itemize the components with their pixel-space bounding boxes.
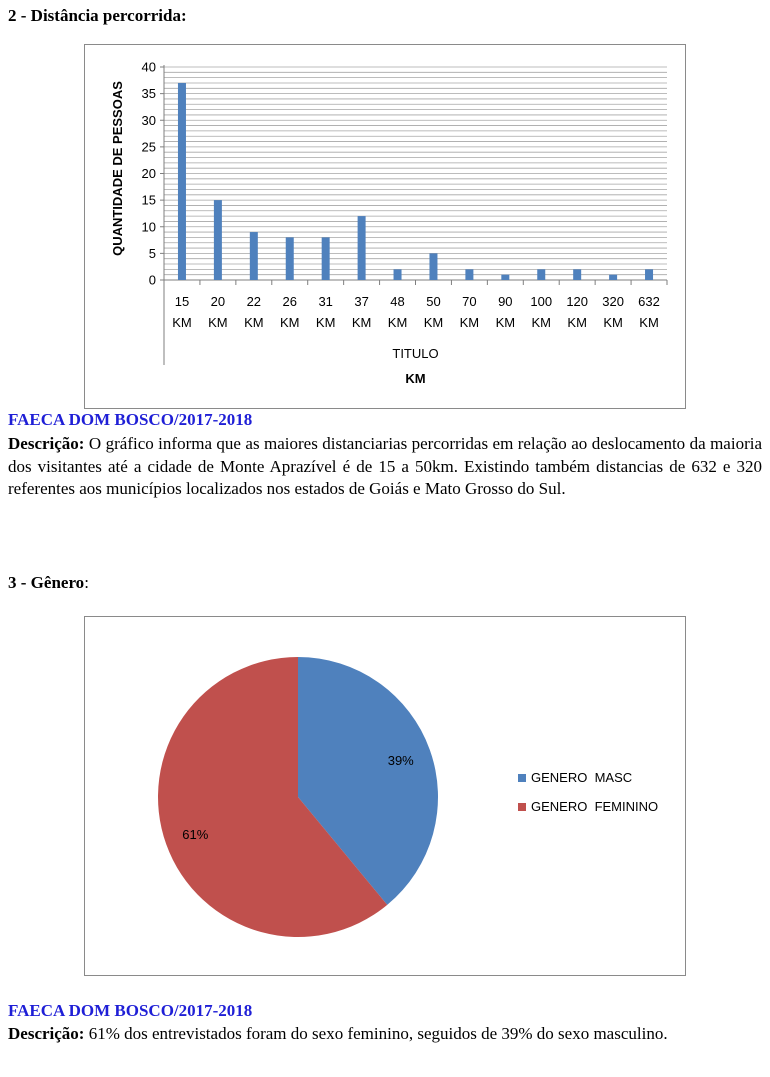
- y-tick-label: 25: [141, 139, 156, 155]
- bar: [250, 232, 258, 280]
- y-axis-title: QUANTIDADE DE PESSOAS: [110, 81, 125, 256]
- x-tick-label: 50 KM: [423, 294, 444, 330]
- x-tick-label: 20 KM: [208, 294, 228, 330]
- bar-chart: [85, 45, 685, 408]
- bar: [214, 200, 222, 280]
- x-tick-label: 31 KM: [315, 294, 336, 330]
- legend-label: GENERO FEMININO: [531, 799, 659, 814]
- bar: [465, 269, 473, 280]
- bar: [645, 269, 653, 280]
- x-axis-unit: KM: [405, 371, 426, 386]
- x-tick-label: 120 KM: [566, 294, 589, 330]
- x-tick-label: 100 KM: [530, 294, 553, 330]
- legend-swatch: [518, 803, 526, 811]
- x-tick-label: 632 KM: [638, 294, 660, 330]
- y-tick-label: 30: [141, 112, 156, 128]
- x-tick-label: 90 KM: [495, 294, 516, 330]
- bar: [609, 275, 617, 280]
- section2-title: Distância percorrida:: [30, 6, 187, 25]
- section3-source: FAECA DOM BOSCO/2017-2018: [8, 1001, 253, 1020]
- legend-swatch: [518, 774, 526, 782]
- section3-description: [8, 1023, 762, 1046]
- bar: [394, 269, 402, 280]
- pie-chart: [85, 617, 685, 975]
- section2-heading: 2 - Distância percorrida:: [8, 6, 187, 25]
- bar: [286, 237, 294, 280]
- y-tick-label: 0: [148, 272, 156, 288]
- x-tick-label: 70 KM: [459, 294, 480, 330]
- bar-chart-frame: [84, 44, 686, 409]
- bar: [178, 83, 186, 280]
- section3-desc-label: Descrição:: [8, 1024, 85, 1043]
- section3-title: Gênero: [30, 573, 85, 592]
- pie-data-label: 61%: [182, 826, 209, 842]
- section2-desc-text: O gráfico informa que as maiores distanciarias percorridas em relação ao deslocamento da maioria dos visitantes até a cidade de Monte Aprazível é de 15 a 50km. Existindo também distancias de 632 e 320 referentes aos municípios localizados nos estados de Goiás e Mato Grosso do Sul.: [8, 434, 762, 498]
- section2-number: 2: [8, 6, 17, 25]
- section2-description: [8, 433, 762, 501]
- bar: [322, 237, 330, 280]
- section2-desc-label: Descrição:: [8, 434, 85, 453]
- bar: [537, 269, 545, 280]
- x-axis-title: TITULO: [392, 346, 439, 361]
- y-tick-label: 35: [141, 86, 156, 102]
- bar: [358, 216, 366, 280]
- x-tick-label: 48 KM: [387, 294, 408, 330]
- x-tick-label: 320 KM: [602, 294, 624, 330]
- y-tick-label: 20: [141, 166, 156, 181]
- x-tick-label: 37 KM: [351, 294, 372, 330]
- y-tick-label: 5: [148, 245, 156, 261]
- section3-desc-text: 61% dos entrevistados foram do sexo feminino, seguidos de 39% do sexo masculino.: [88, 1024, 668, 1043]
- section3-heading: 3 - Gênero:: [8, 573, 89, 592]
- y-tick-label: 15: [141, 192, 156, 208]
- section2-source: FAECA DOM BOSCO/2017-2018: [8, 410, 253, 429]
- bar: [573, 269, 581, 280]
- bar: [429, 253, 437, 280]
- section3-number: 3: [8, 573, 17, 592]
- legend-label: GENERO MASC: [531, 770, 633, 785]
- x-tick-label: 15 KM: [172, 294, 192, 330]
- x-tick-label: 22 KM: [244, 294, 264, 330]
- x-tick-label: 26 KM: [280, 294, 300, 330]
- y-tick-label: 10: [141, 219, 156, 235]
- y-tick-label: 40: [141, 59, 156, 75]
- bar: [501, 275, 509, 280]
- pie-data-label: 39%: [387, 753, 414, 769]
- pie-chart-frame: [84, 616, 686, 976]
